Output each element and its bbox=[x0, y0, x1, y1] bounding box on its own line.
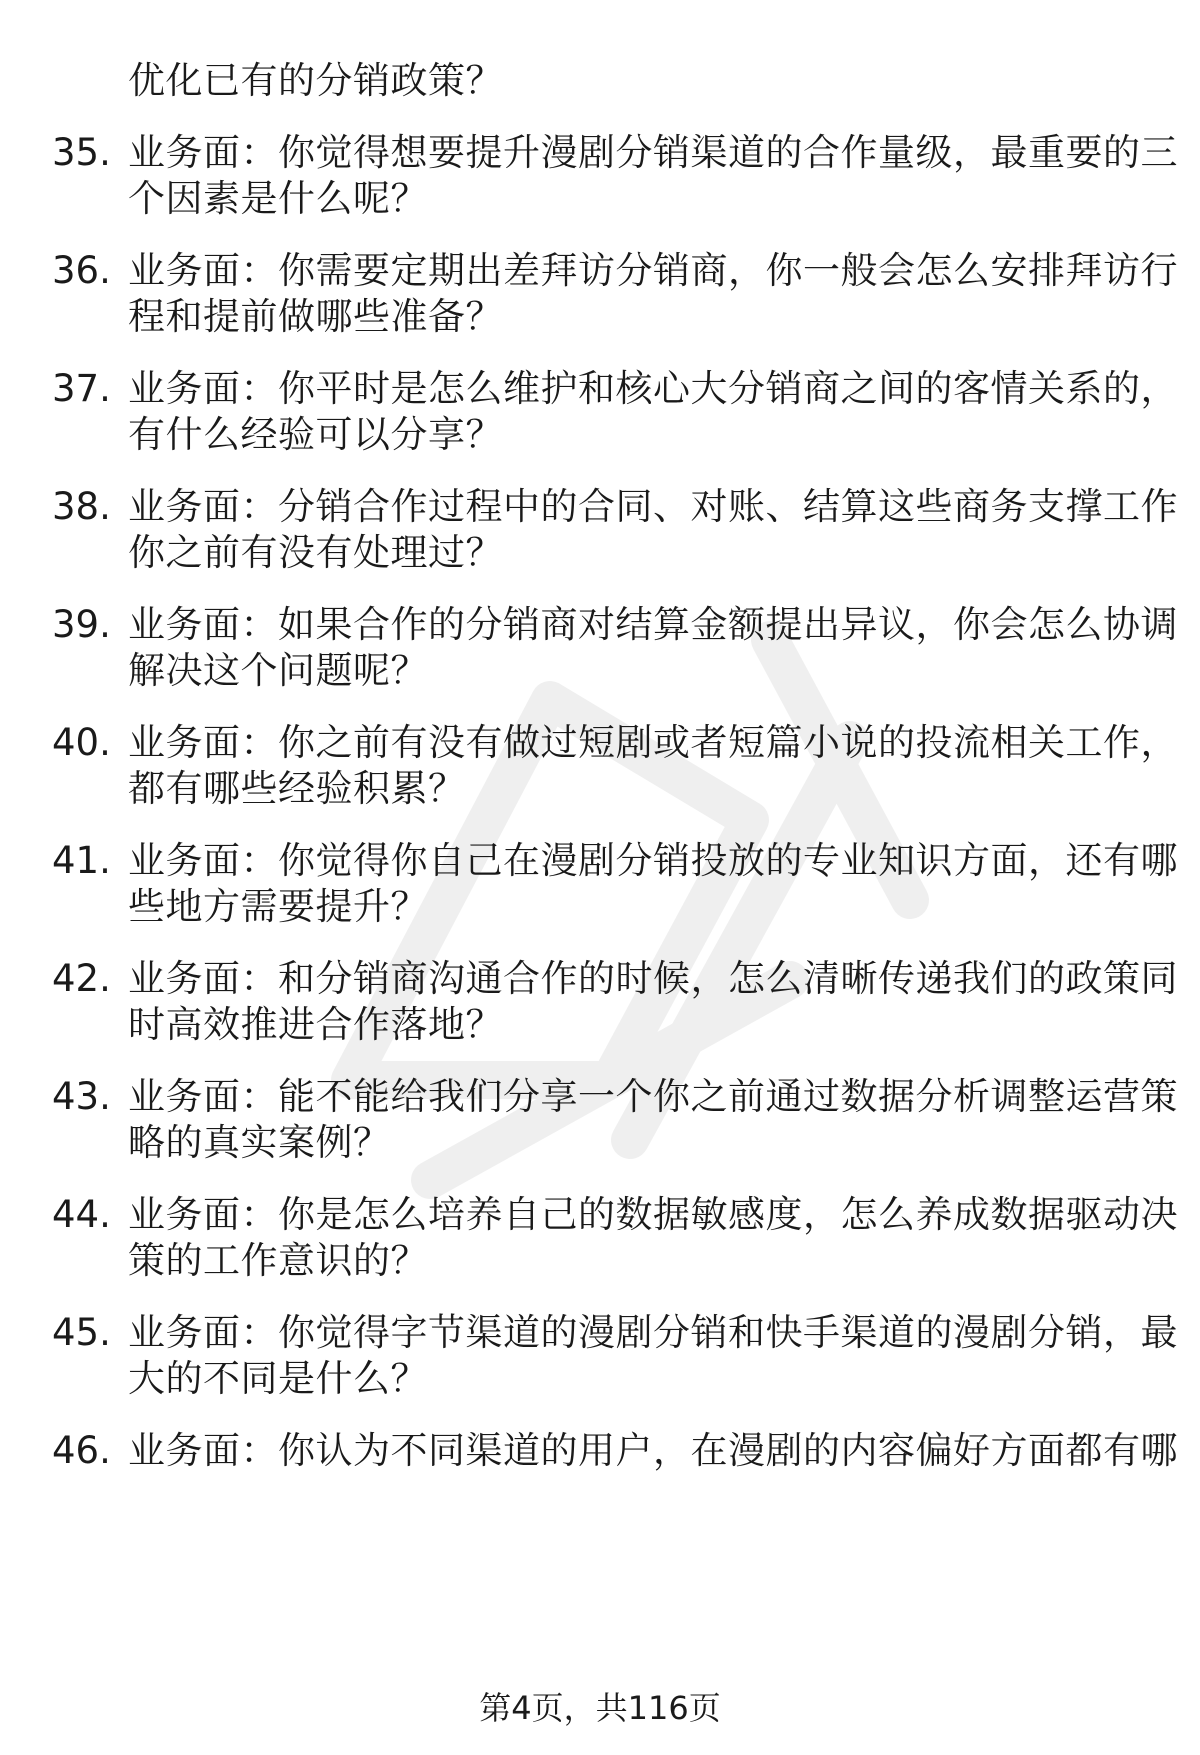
item-line-2: 略的真实案例？ bbox=[128, 1121, 391, 1164]
page-footer: 第4页，共116页 bbox=[479, 1689, 721, 1727]
item-line-1: 业务面：你觉得字节渠道的漫剧分销和快手渠道的漫剧分销，最 bbox=[128, 1311, 1178, 1354]
item-line-2: 有什么经验可以分享？ bbox=[128, 413, 503, 456]
item-line-1: 业务面：你需要定期出差拜访分销商，你一般会怎么安排拜访行 bbox=[128, 249, 1178, 292]
item-line-2: 策的工作意识的？ bbox=[128, 1239, 428, 1282]
item-line-2: 解决这个问题呢？ bbox=[128, 649, 428, 692]
item-line-2: 些地方需要提升？ bbox=[128, 885, 428, 928]
item-line-2: 大的不同是什么？ bbox=[128, 1357, 428, 1400]
item-number: 38. bbox=[52, 485, 111, 528]
item-line-1: 业务面：能不能给我们分享一个你之前通过数据分析调整运营策 bbox=[128, 1075, 1178, 1118]
item-line-2: 个因素是什么呢？ bbox=[128, 177, 428, 220]
item-number: 46. bbox=[52, 1429, 111, 1472]
item-number: 45. bbox=[52, 1311, 111, 1354]
item-line-1: 业务面：你认为不同渠道的用户，在漫剧的内容偏好方面都有哪 bbox=[128, 1429, 1178, 1472]
item-line-2: 时高效推进合作落地？ bbox=[128, 1003, 503, 1046]
item-line-1: 业务面：你觉得想要提升漫剧分销渠道的合作量级，最重要的三 bbox=[128, 131, 1178, 174]
item-line-2: 都有哪些经验积累？ bbox=[128, 767, 466, 810]
item-line-1: 业务面：分销合作过程中的合同、对账、结算这些商务支撑工作 bbox=[128, 485, 1178, 528]
continuation-line: 优化已有的分销政策？ bbox=[128, 59, 503, 102]
item-number: 35. bbox=[52, 131, 111, 174]
item-line-1: 业务面：你之前有没有做过短剧或者短篇小说的投流相关工作， bbox=[128, 721, 1178, 764]
item-number: 39. bbox=[52, 603, 111, 646]
item-line-1: 业务面：你是怎么培养自己的数据敏感度，怎么养成数据驱动决 bbox=[128, 1193, 1178, 1236]
item-number: 42. bbox=[52, 957, 111, 1000]
item-line-1: 业务面：你觉得你自己在漫剧分销投放的专业知识方面，还有哪 bbox=[128, 839, 1178, 882]
item-line-1: 业务面：你平时是怎么维护和核心大分销商之间的客情关系的， bbox=[128, 367, 1178, 410]
item-number: 37. bbox=[52, 367, 111, 410]
item-line-2: 你之前有没有处理过？ bbox=[128, 531, 503, 574]
item-line-2: 程和提前做哪些准备？ bbox=[128, 295, 503, 338]
item-number: 36. bbox=[52, 249, 111, 292]
item-number: 43. bbox=[52, 1075, 111, 1118]
item-number: 44. bbox=[52, 1193, 111, 1236]
item-line-1: 业务面：和分销商沟通合作的时候，怎么清晰传递我们的政策同 bbox=[128, 957, 1178, 1000]
item-number: 40. bbox=[52, 721, 111, 764]
item-number: 41. bbox=[52, 839, 111, 882]
item-line-1: 业务面：如果合作的分销商对结算金额提出异议，你会怎么协调 bbox=[128, 603, 1178, 646]
